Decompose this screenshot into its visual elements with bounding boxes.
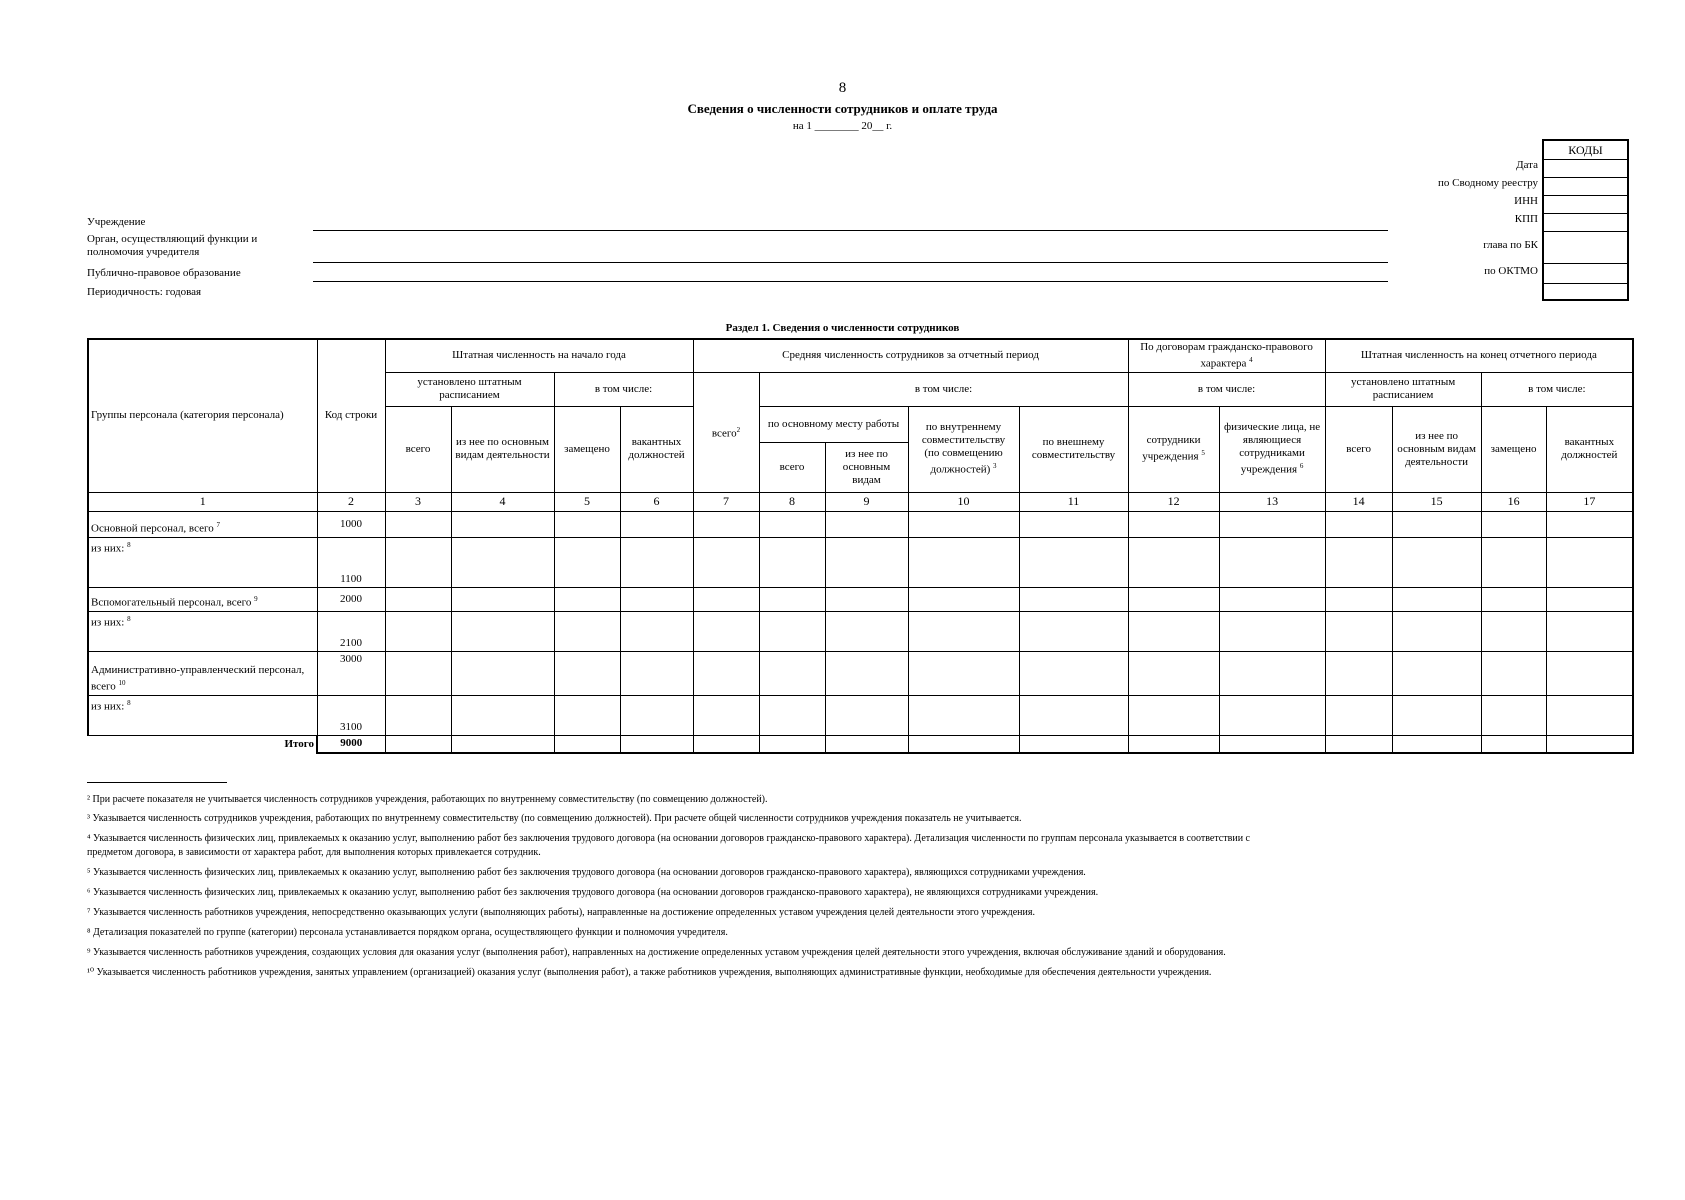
column-number: 17	[1546, 492, 1633, 511]
header-start-year: Штатная численность на начало года	[385, 339, 693, 372]
row-code: 1000	[317, 511, 385, 537]
row-label-main: Основной персонал, всего $^7$	[88, 511, 317, 537]
code-cell-divider	[1544, 263, 1627, 264]
row-code: 3100	[317, 695, 385, 735]
data-cell[interactable]	[385, 537, 451, 587]
data-cell[interactable]	[1481, 511, 1546, 537]
data-cell[interactable]	[1219, 511, 1325, 537]
header-filled: замещено	[554, 406, 620, 492]
header-external: по внешнему совместительству	[1019, 406, 1128, 492]
column-number: 13	[1219, 492, 1325, 511]
code-cell-divider	[1544, 177, 1627, 178]
column-number: 7	[693, 492, 759, 511]
table-row	[88, 611, 1633, 651]
row-code: 2000	[317, 587, 385, 611]
table-row	[88, 587, 1633, 611]
data-cell[interactable]	[451, 735, 554, 753]
data-cell[interactable]	[1325, 735, 1392, 753]
header-from-main: из нее по основным видам деятельности	[451, 406, 554, 492]
codes-box	[1542, 139, 1629, 301]
data-cell[interactable]	[1325, 587, 1392, 611]
footnote: ⁴ Указывается численность физических лиц, привлекаемых к оказанию услуг, выполнению работ без заключения трудового договора (на основании договоров гражданско-правового характера). Детализация численности по группам персонала указывается в соответствии с	[87, 833, 1250, 844]
column-number: 15	[1392, 492, 1481, 511]
data-cell[interactable]	[825, 587, 908, 611]
data-cell[interactable]	[451, 695, 554, 735]
data-cell[interactable]	[554, 587, 620, 611]
data-cell[interactable]	[1392, 587, 1481, 611]
column-number: 6	[620, 492, 693, 511]
data-cell[interactable]	[693, 735, 759, 753]
row-label-total: Итого	[88, 735, 317, 753]
data-cell[interactable]	[554, 537, 620, 587]
data-cell[interactable]	[1392, 611, 1481, 651]
data-cell[interactable]	[1325, 695, 1392, 735]
data-cell[interactable]	[693, 611, 759, 651]
header-established: установлено штатным расписанием	[1325, 372, 1481, 406]
data-cell[interactable]	[1481, 587, 1546, 611]
data-cell[interactable]	[451, 611, 554, 651]
page-number: 8	[838, 80, 847, 96]
row-code: 9000	[317, 735, 385, 753]
data-cell[interactable]	[825, 511, 908, 537]
data-cell[interactable]	[1019, 587, 1128, 611]
data-cell[interactable]	[620, 695, 693, 735]
header-gph: По договорам гражданско-правового характера $^4$	[1128, 339, 1325, 372]
code-cell-divider	[1544, 213, 1627, 214]
header-avg-total: всего$^2$	[693, 372, 759, 492]
data-cell[interactable]	[385, 511, 451, 537]
footnote: ³ Указывается численность сотрудников учреждения, работающих по внутреннему совместительству (по совмещению должностей). При расчете общей численности сотрудников учреждения показатель не учитывается.	[87, 813, 1022, 824]
row-code: 2100	[317, 611, 385, 651]
data-cell[interactable]	[1128, 651, 1219, 695]
table-row-total	[88, 735, 1633, 753]
column-number: 1	[88, 492, 317, 511]
data-cell[interactable]	[759, 695, 825, 735]
table-row	[88, 695, 1633, 735]
data-cell[interactable]	[908, 511, 1019, 537]
header-code: Код строки	[317, 339, 385, 492]
footnote: ⁶ Указывается численность физических лиц, привлекаемых к оказанию услуг, выполнению работ без заключения трудового договора (на основании договоров гражданско-правового характера), не являющихся сотрудниками учреждения.	[87, 887, 1099, 898]
data-cell[interactable]	[693, 511, 759, 537]
data-cell[interactable]	[1219, 651, 1325, 695]
data-cell[interactable]	[1392, 651, 1481, 695]
header-from-main: из нее по основным видам деятельности	[1392, 406, 1481, 492]
code-cell-divider	[1544, 195, 1627, 196]
staff-table	[87, 338, 1634, 754]
header-groups: Группы персонала (категория персонала)	[88, 339, 317, 492]
data-cell[interactable]	[554, 611, 620, 651]
document-date-line: на 1 ________ 20__ г.	[792, 120, 893, 132]
data-cell[interactable]	[1392, 511, 1481, 537]
data-cell[interactable]	[908, 611, 1019, 651]
section-title: Раздел 1. Сведения о численности сотрудников	[725, 322, 960, 334]
header-internal: по внутреннему совместительству (по совмещению должностей) $^3$	[908, 406, 1019, 492]
data-cell[interactable]	[1019, 511, 1128, 537]
footnote: ² При расчете показателя не учитывается численность сотрудников учреждения, работающих по внутреннему совместительству (по совмещению должностей).	[87, 794, 768, 805]
data-cell[interactable]	[385, 695, 451, 735]
data-cell[interactable]	[1019, 611, 1128, 651]
footnote: ¹⁰ Указывается численность работников учреждения, занятых управлением (организацией) оказания услуг (выполнения работ), а также работников учреждения, выполняющих административные функции, необходимые для обеспечения деятельности учреждения.	[87, 967, 1212, 978]
data-cell[interactable]	[825, 695, 908, 735]
code-label-bk: глава по БК	[1483, 239, 1538, 251]
footnote-separator	[87, 782, 227, 783]
data-cell[interactable]	[385, 611, 451, 651]
data-cell[interactable]	[1019, 735, 1128, 753]
data-cell[interactable]	[620, 587, 693, 611]
data-cell[interactable]	[1219, 611, 1325, 651]
code-cell-divider	[1544, 231, 1627, 232]
table-row	[88, 651, 1633, 695]
column-number: 9	[825, 492, 908, 511]
data-cell[interactable]	[759, 651, 825, 695]
data-cell[interactable]	[1481, 695, 1546, 735]
table-row	[88, 537, 1633, 587]
data-cell[interactable]	[451, 537, 554, 587]
header-main-place: по основному месту работы	[759, 406, 908, 442]
header-including: в том числе:	[759, 372, 1128, 406]
header-employees: сотрудники учреждения $^5$	[1128, 406, 1219, 492]
column-number: 4	[451, 492, 554, 511]
header-vacant: вакантных должностей	[620, 406, 693, 492]
header-end-period: Штатная численность на конец отчетного периода	[1325, 339, 1633, 372]
data-cell[interactable]	[908, 537, 1019, 587]
column-number: 8	[759, 492, 825, 511]
header-including: в том числе:	[1481, 372, 1633, 406]
header-from-main-short: из нее по основным видам	[825, 442, 908, 492]
row-label-of: из них: $^8$	[88, 537, 317, 587]
data-cell[interactable]	[1219, 587, 1325, 611]
data-cell[interactable]	[1219, 537, 1325, 587]
data-cell[interactable]	[1128, 537, 1219, 587]
header-average: Средняя численность сотрудников за отчетный период	[693, 339, 1128, 372]
row-label-adm: Административно-управленческий персонал, всего $^{10}$	[88, 651, 317, 695]
code-label-kpp: КПП	[1514, 213, 1538, 225]
data-cell[interactable]	[759, 735, 825, 753]
row-label-aux: Вспомогательный персонал, всего $^9$	[88, 587, 317, 611]
column-number: 12	[1128, 492, 1219, 511]
institution-label: Учреждение	[87, 216, 146, 228]
code-label-oktmo: по ОКТМО	[1484, 265, 1538, 277]
data-cell[interactable]	[1481, 651, 1546, 695]
data-cell[interactable]	[1392, 537, 1481, 587]
data-cell[interactable]	[451, 651, 554, 695]
data-cell[interactable]	[1128, 587, 1219, 611]
data-cell[interactable]	[693, 537, 759, 587]
data-cell[interactable]	[620, 735, 693, 753]
column-number: 11	[1019, 492, 1128, 511]
footnote: ⁷ Указывается численность работников учреждения, непосредственно оказывающих услуги (выполняющих работы), направленные на достижение определенных уставом учреждения целей деятельности этого учреждения.	[87, 907, 1035, 918]
data-cell[interactable]	[1392, 735, 1481, 753]
data-cell[interactable]	[693, 587, 759, 611]
data-cell[interactable]	[451, 587, 554, 611]
public-entity-label: Публично-правовое образование	[87, 267, 241, 279]
data-cell[interactable]	[620, 611, 693, 651]
data-cell[interactable]	[1546, 651, 1633, 695]
data-cell[interactable]	[759, 537, 825, 587]
periodicity-label: Периодичность: годовая	[87, 286, 202, 298]
row-code: 3000	[317, 651, 385, 695]
data-cell[interactable]	[1546, 735, 1633, 753]
data-cell[interactable]	[693, 695, 759, 735]
data-cell[interactable]	[554, 511, 620, 537]
data-cell[interactable]	[1481, 611, 1546, 651]
row-code: 1100	[317, 537, 385, 587]
code-label-registry: по Сводному реестру	[1438, 177, 1538, 189]
row-label-of: из них: $^8$	[88, 695, 317, 735]
data-cell[interactable]	[554, 695, 620, 735]
data-cell[interactable]	[693, 651, 759, 695]
data-cell[interactable]	[1128, 735, 1219, 753]
data-cell[interactable]	[1325, 651, 1392, 695]
data-cell[interactable]	[825, 611, 908, 651]
header-including: в том числе:	[1128, 372, 1325, 406]
row-label-of: из них: $^8$	[88, 611, 317, 651]
data-cell[interactable]	[1546, 587, 1633, 611]
code-cell-divider	[1544, 283, 1627, 284]
data-cell[interactable]	[1546, 511, 1633, 537]
data-cell[interactable]	[1392, 695, 1481, 735]
data-cell[interactable]	[451, 511, 554, 537]
data-cell[interactable]	[554, 735, 620, 753]
footnote: ⁹ Указывается численность работников учреждения, создающих условия для оказания услуг (выполнения работ), направленных на достижение определенных уставом учреждения целей деятельности этого учреждения, включая обслуживание зданий и оборудования.	[87, 947, 1226, 958]
data-cell[interactable]	[1128, 511, 1219, 537]
data-cell[interactable]	[620, 511, 693, 537]
public-entity-line	[313, 281, 1388, 282]
column-number: 3	[385, 492, 451, 511]
header-filled: замещено	[1481, 406, 1546, 492]
column-number: 10	[908, 492, 1019, 511]
data-cell[interactable]	[825, 735, 908, 753]
founder-organ-label: Орган, осуществляющий функции и полномочия учредителя	[87, 233, 258, 258]
header-including: в том числе:	[554, 372, 693, 406]
data-cell[interactable]	[825, 537, 908, 587]
data-cell[interactable]	[908, 735, 1019, 753]
data-cell[interactable]	[1019, 695, 1128, 735]
data-cell[interactable]	[759, 511, 825, 537]
header-established: установлено штатным расписанием	[385, 372, 554, 406]
header-individuals: физические лица, не являющиеся сотрудниками учреждения $^6$	[1219, 406, 1325, 492]
data-cell[interactable]	[908, 651, 1019, 695]
data-cell[interactable]	[1546, 537, 1633, 587]
data-cell[interactable]	[825, 651, 908, 695]
footnote: ⁸ Детализация показателей по группе (категории) персонала устанавливается порядком органа, осуществляющего функции и полномочия учредителя.	[87, 927, 728, 938]
data-cell[interactable]	[759, 611, 825, 651]
data-cell[interactable]	[620, 537, 693, 587]
footnote: предметом договора, в зависимости от характера работ, для выполнения которых привлекается сотрудник.	[87, 847, 541, 858]
data-cell[interactable]	[620, 651, 693, 695]
code-label-inn: ИНН	[1514, 195, 1538, 207]
document-title: Сведения о численности сотрудников и оплате труда	[687, 101, 998, 116]
data-cell[interactable]	[1019, 537, 1128, 587]
data-cell[interactable]	[1481, 735, 1546, 753]
code-label-date: Дата	[1516, 159, 1538, 171]
data-cell[interactable]	[1325, 537, 1392, 587]
table-row	[88, 511, 1633, 537]
data-cell[interactable]	[1325, 611, 1392, 651]
data-cell[interactable]	[1128, 611, 1219, 651]
data-cell[interactable]	[1019, 651, 1128, 695]
data-cell[interactable]	[554, 651, 620, 695]
data-cell[interactable]	[1325, 511, 1392, 537]
header-vacant: вакантных должностей	[1546, 406, 1633, 492]
column-number: 2	[317, 492, 385, 511]
data-cell[interactable]	[908, 695, 1019, 735]
data-cell[interactable]	[1128, 695, 1219, 735]
data-cell[interactable]	[385, 587, 451, 611]
institution-line	[313, 230, 1388, 231]
data-cell[interactable]	[385, 651, 451, 695]
data-cell[interactable]	[1219, 735, 1325, 753]
data-cell[interactable]	[1546, 695, 1633, 735]
data-cell[interactable]	[1481, 537, 1546, 587]
footnote: ⁵ Указывается численность физических лиц, привлекаемых к оказанию услуг, выполнению работ без заключения трудового договора (на основании договоров гражданско-правового характера), являющихся сотрудниками учреждения.	[87, 867, 1086, 878]
header-total: всего	[385, 406, 451, 492]
data-cell[interactable]	[1219, 695, 1325, 735]
data-cell[interactable]	[759, 587, 825, 611]
column-number: 5	[554, 492, 620, 511]
header-total: всего	[759, 442, 825, 492]
header-total: всего	[1325, 406, 1392, 492]
column-number: 16	[1481, 492, 1546, 511]
data-cell[interactable]	[385, 735, 451, 753]
data-cell[interactable]	[908, 587, 1019, 611]
data-cell[interactable]	[1546, 611, 1633, 651]
founder-organ-line	[313, 262, 1388, 263]
column-number: 14	[1325, 492, 1392, 511]
codes-header: КОДЫ	[1544, 141, 1627, 160]
